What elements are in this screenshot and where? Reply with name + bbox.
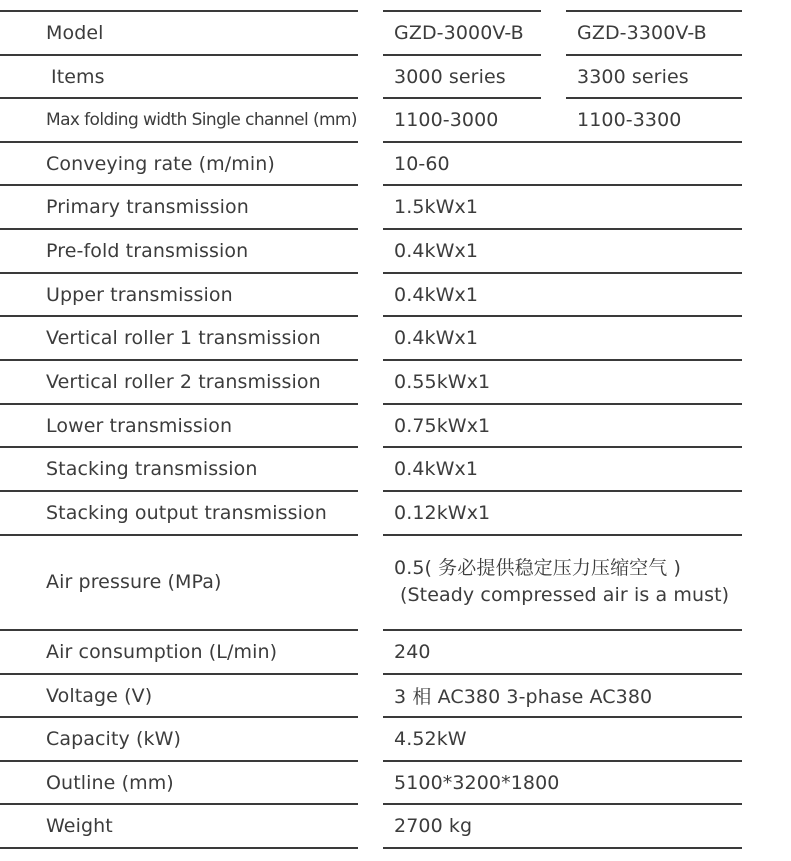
table-row bbox=[0, 804, 791, 847]
row-value: 0.4kWx1 bbox=[394, 283, 479, 306]
row-label: Stacking output transmission bbox=[46, 501, 327, 524]
row-value: 3 相 AC380 3-phase AC380 bbox=[394, 686, 653, 708]
row-value-a: 3000 series bbox=[394, 65, 506, 88]
model-a-name: GZD-3000V-B bbox=[394, 21, 524, 44]
row-value: 0.55kWx1 bbox=[394, 370, 491, 393]
table-row bbox=[0, 491, 791, 534]
row-label: Lower transmission bbox=[46, 414, 233, 437]
row-value: 0.75kWx1 bbox=[394, 414, 491, 437]
air-pressure-value-line-2: (Steady compressed air is a must) bbox=[400, 584, 730, 606]
table-rule bbox=[383, 847, 742, 849]
table-row-max-width bbox=[0, 98, 791, 141]
row-value: 5100*3200*1800 bbox=[394, 771, 560, 794]
table-row bbox=[0, 761, 791, 804]
table-row bbox=[0, 185, 791, 229]
row-value-a: 1100-3000 bbox=[394, 108, 499, 131]
row-value: 0.4kWx1 bbox=[394, 326, 479, 349]
table-row bbox=[0, 273, 791, 316]
table-row bbox=[0, 447, 791, 491]
table-row bbox=[0, 229, 791, 272]
table-row bbox=[0, 674, 791, 717]
row-value: 240 bbox=[394, 640, 431, 663]
table-row bbox=[0, 630, 791, 673]
row-value: 0.4kWx1 bbox=[394, 458, 479, 480]
row-label: Air consumption (L/min) bbox=[46, 640, 278, 663]
row-label: Items bbox=[51, 65, 105, 88]
row-label: Air pressure (MPa) bbox=[46, 571, 222, 593]
row-label: Voltage (V) bbox=[46, 684, 153, 707]
table-row-model bbox=[0, 11, 791, 54]
row-label: Conveying rate (m/min) bbox=[46, 152, 275, 175]
table-rule bbox=[0, 847, 358, 849]
row-value: 1.5kWx1 bbox=[394, 196, 479, 218]
table-row bbox=[0, 717, 791, 760]
model-b-name: GZD-3300V-B bbox=[577, 21, 707, 44]
row-value-b: 3300 series bbox=[577, 65, 689, 88]
row-label: Stacking transmission bbox=[46, 458, 258, 480]
row-label: Max folding width Single channel (mm) bbox=[46, 109, 357, 130]
table-row-air-pressure bbox=[0, 535, 791, 629]
row-value: 0.4kWx1 bbox=[394, 239, 479, 262]
table-row-items bbox=[0, 55, 791, 98]
row-label: Pre-fold transmission bbox=[46, 239, 249, 262]
air-pressure-value-line-1: 0.5( 务必提供稳定压力压缩空气 ) bbox=[394, 557, 682, 579]
row-value: 2700 kg bbox=[394, 814, 473, 837]
row-value-b: 1100-3300 bbox=[577, 108, 682, 131]
row-label: Upper transmission bbox=[46, 283, 233, 306]
row-label: Capacity (kW) bbox=[46, 727, 181, 750]
row-label: Weight bbox=[46, 814, 113, 837]
table-row bbox=[0, 142, 791, 185]
row-label: Model bbox=[46, 21, 104, 44]
row-label: Primary transmission bbox=[46, 196, 249, 218]
row-value: 0.12kWx1 bbox=[394, 501, 491, 524]
row-label: Outline (mm) bbox=[46, 771, 174, 794]
row-value bbox=[394, 535, 754, 629]
row-label: Vertical roller 2 transmission bbox=[46, 370, 321, 393]
row-value: 10-60 bbox=[394, 152, 450, 175]
table-row bbox=[0, 404, 791, 447]
row-label: Vertical roller 1 transmission bbox=[46, 326, 321, 349]
table-row bbox=[0, 360, 791, 403]
row-value: 4.52kW bbox=[394, 727, 467, 750]
table-row bbox=[0, 316, 791, 359]
